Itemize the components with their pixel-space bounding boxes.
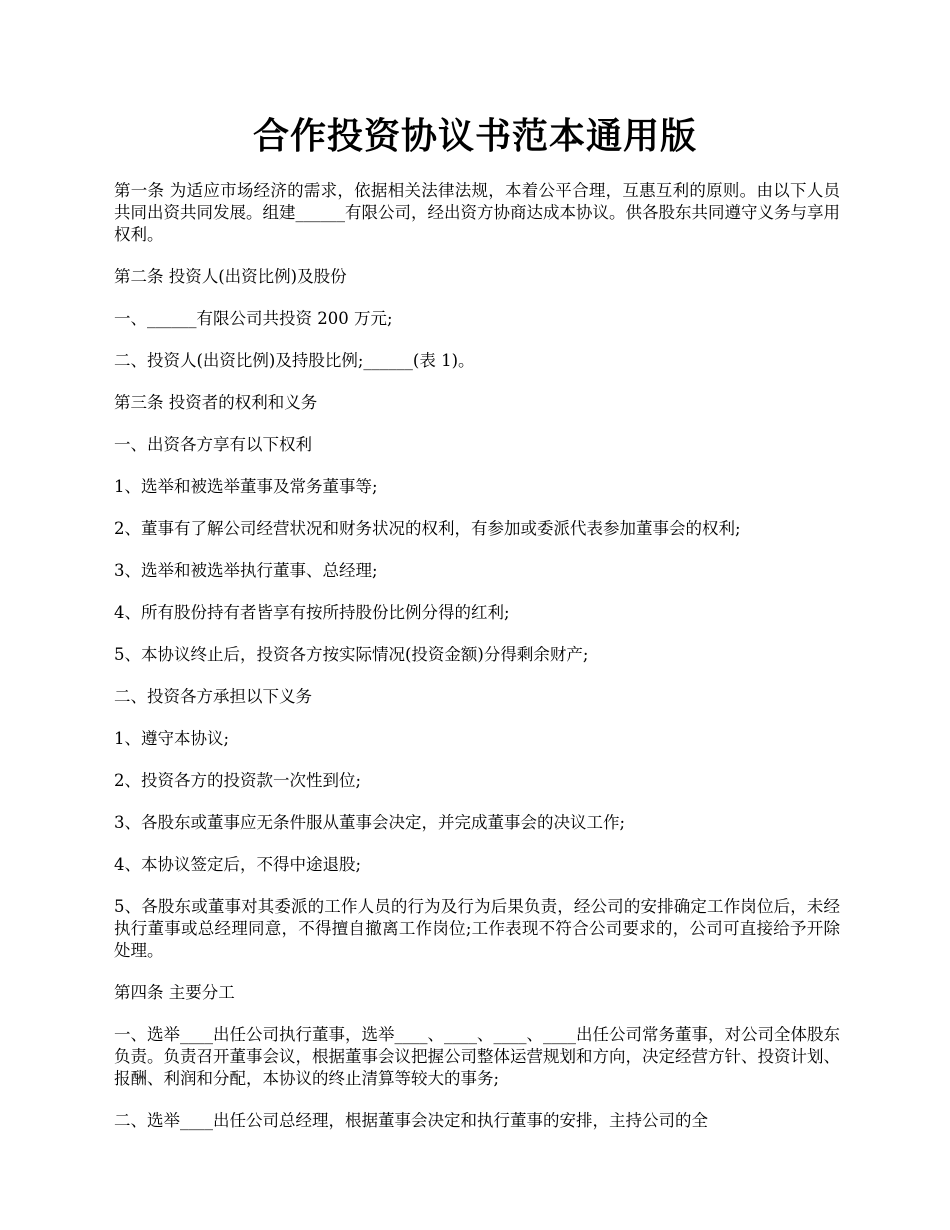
document-body — [114, 180, 840, 1152]
heading-article-3: 第三条 投资者的权利和义务 — [114, 393, 318, 412]
document-title: 合作投资协议书范本通用版 — [252, 115, 697, 157]
list-item-right-2: 2、董事有了解公司经营状况和财务状况的权利，有参加或委派代表参加董事会的权利; — [114, 519, 741, 538]
list-item-obligation-1: 1、遵守本协议; — [114, 729, 230, 748]
heading-article-2: 第二条 投资人(出资比例)及股份 — [114, 267, 347, 286]
list-item-obligation-3: 3、各股东或董事应无条件服从董事会决定，并完成董事会的决议工作; — [114, 813, 626, 832]
paragraph-general-manager: 二、选举____出任公司总经理，根据董事会决定和执行董事的安排，主持公司的全 — [114, 1111, 708, 1130]
list-item-right-3: 3、选举和被选举执行董事、总经理; — [114, 561, 378, 580]
list-item-right-4: 4、所有股份持有者皆享有按所持股份比例分得的红利; — [114, 603, 510, 622]
list-item-right-5: 5、本协议终止后，投资各方按实际情况(投资金额)分得剩余财产; — [114, 645, 589, 664]
list-item-obligation-2: 2、投资各方的投资款一次性到位; — [114, 771, 362, 790]
list-item-obligation-4: 4、本协议签定后，不得中途退股; — [114, 855, 362, 874]
list-item-right-1: 1、选举和被选举董事及常务董事等; — [114, 477, 378, 496]
paragraph-investment-total: 一、______有限公司共投资 200 万元; — [114, 309, 393, 328]
paragraph-shareholding-ratio: 二、投资人(出资比例)及持股比例;______(表 1)。 — [114, 351, 475, 370]
paragraph-article-1: 第一条 为适应市场经济的需求，依据相关法律法规，本着公平合理，互惠互利的原则。由以下人员共同出资共同发展。组建______有限公司，经出资方协商达成本协议。供各股东共同遵守义务与享用权利。 — [114, 181, 840, 244]
list-item-obligation-5: 5、各股东或董事对其委派的工作人员的行为及行为后果负责，经公司的安排确定工作岗位后，未经执行董事或总经理同意，不得擅自撤离工作岗位;工作表现不符合公司要求的，公司可直接给予开除处理。 — [114, 897, 840, 960]
subheading-rights: 一、出资各方享有以下权利 — [114, 435, 312, 454]
paragraph-executive-director: 一、选举____出任公司执行董事，选举____、____、____、____出任公司常务董事，对公司全体股东负责。负责召开董事会议，根据董事会议把握公司整体运营规划和方向，决定经营方针、投资计划、报酬、利润和分配，本协议的终止清算等较大的事务; — [114, 1025, 840, 1088]
subheading-obligations: 二、投资各方承担以下义务 — [114, 687, 312, 706]
heading-article-4: 第四条 主要分工 — [114, 983, 235, 1002]
